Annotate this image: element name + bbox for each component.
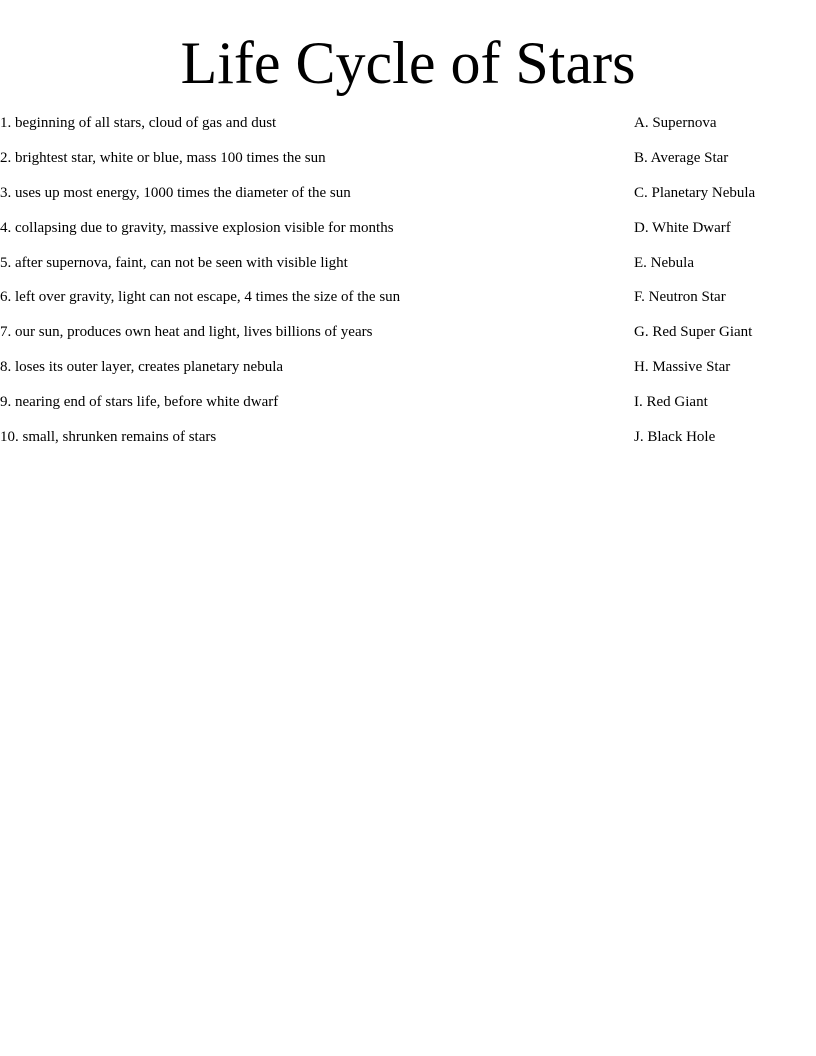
clue-9: 9. nearing end of stars life, before white dwarf <box>0 394 279 411</box>
clue-1: 1. beginning of all stars, cloud of gas and dust <box>0 115 277 131</box>
answer-c: C. Planetary Nebula <box>634 184 756 201</box>
clue-4: 4. collapsing due to gravity, massive explosion visible for months <box>0 219 394 236</box>
answer-a: A. Supernova <box>634 115 717 131</box>
matching-row <box>0 286 816 321</box>
matching-list <box>0 112 816 461</box>
clue-6: 6. left over gravity, light can not escape, 4 times the size of the sun <box>0 289 401 306</box>
answer-e: E. Nebula <box>634 254 694 271</box>
matching-row <box>0 321 816 356</box>
page-title: Life Cycle of Stars <box>180 30 636 96</box>
clue-5: 5. after supernova, faint, can not be seen with visible light <box>0 254 348 271</box>
matching-row <box>0 391 816 426</box>
answer-g: G. Red Super Giant <box>634 324 753 341</box>
matching-row <box>0 252 816 287</box>
clue-7: 7. our sun, produces own heat and light, lives billions of years <box>0 324 373 341</box>
clue-10: 10. small, shrunken remains of stars <box>0 429 217 446</box>
answer-f: F. Neutron Star <box>634 289 726 306</box>
answer-b: B. Average Star <box>634 149 729 166</box>
matching-row <box>0 112 816 147</box>
answer-h: H. Massive Star <box>634 359 731 376</box>
clue-3: 3. uses up most energy, 1000 times the diameter of the sun <box>0 184 351 201</box>
answer-j: J. Black Hole <box>634 429 716 446</box>
matching-row <box>0 356 816 391</box>
matching-row <box>0 147 816 182</box>
matching-row <box>0 426 816 461</box>
matching-row <box>0 182 816 217</box>
matching-row <box>0 217 816 252</box>
clue-8: 8. loses its outer layer, creates planetary nebula <box>0 359 284 376</box>
answer-d: D. White Dwarf <box>634 219 731 236</box>
answer-i: I. Red Giant <box>634 394 708 411</box>
clue-2: 2. brightest star, white or blue, mass 100 times the sun <box>0 149 326 166</box>
